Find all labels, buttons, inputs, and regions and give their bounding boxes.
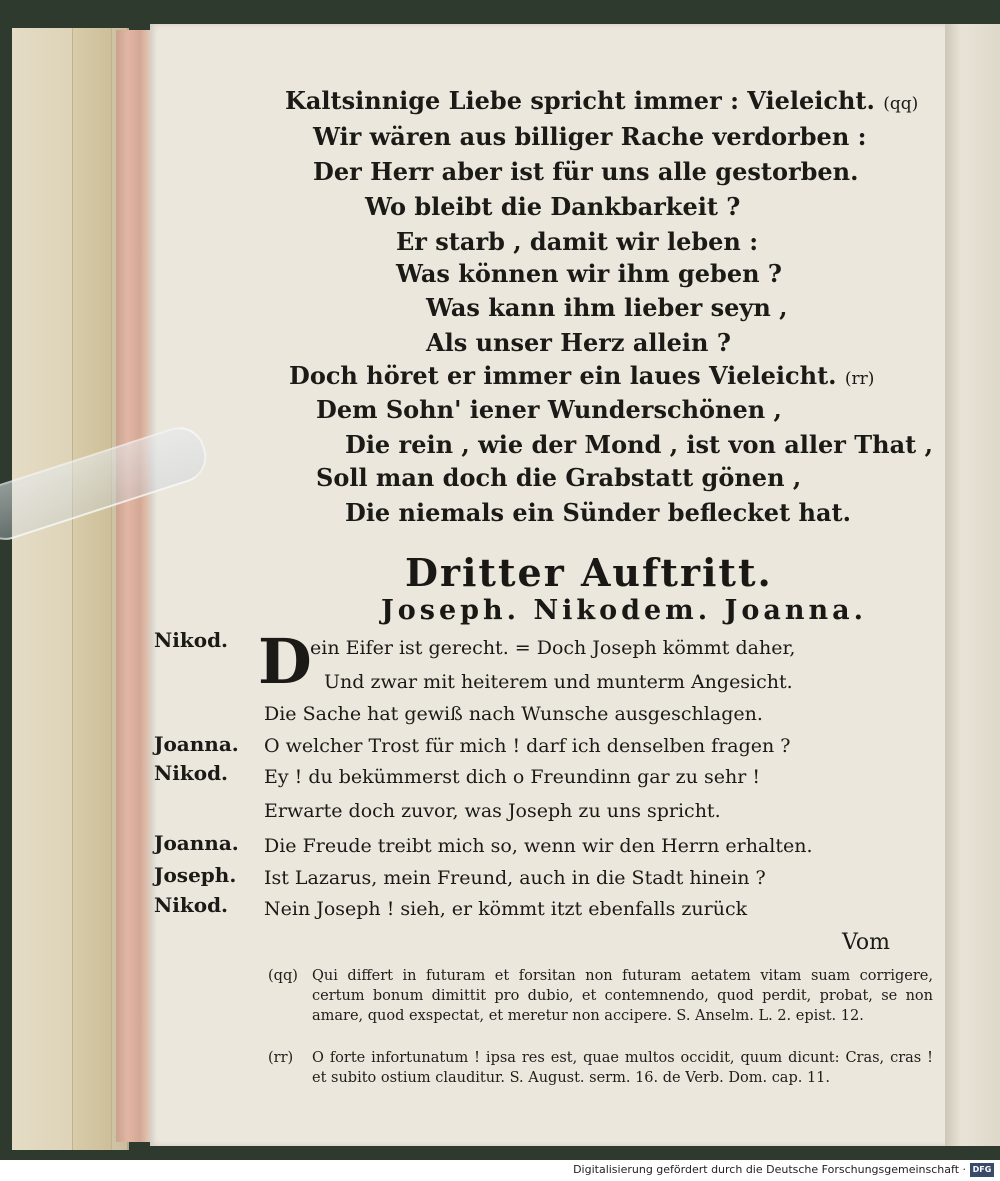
verse-line: Was kann ihm lieber seyn , bbox=[426, 293, 788, 322]
dialogue-line: Nein Joseph ! sieh, er kömmt itzt ebenfalls zurück bbox=[264, 898, 748, 920]
catchword: Vom bbox=[842, 930, 890, 955]
speaker-label: Joanna. bbox=[154, 831, 239, 855]
verse-line: Er starb , damit wir leben : bbox=[396, 227, 759, 256]
footnote bbox=[268, 966, 933, 1026]
verse-line: Doch höret er immer ein laues Vieleicht. (rr) bbox=[289, 361, 875, 390]
dialogue-line: Die Sache hat gewiß nach Wunsche ausgeschlagen. bbox=[264, 703, 763, 725]
verse-line: Die niemals ein Sünder beflecket hat. bbox=[345, 498, 851, 527]
speaker-label: Nikod. bbox=[154, 761, 229, 785]
dfg-logo: DFG bbox=[970, 1163, 994, 1177]
footer-credit: Digitalisierung gefördert durch die Deutsche Forschungsgemeinschaft · bbox=[573, 1163, 966, 1176]
verse-line: Wo bleibt die Dankbarkeit ? bbox=[365, 192, 741, 221]
speaker-label: Joseph. bbox=[154, 863, 237, 887]
book-spine-strip bbox=[72, 28, 112, 1150]
speaker-label: Joanna. bbox=[154, 732, 239, 756]
verse-line: Dem Sohn' iener Wunderschönen , bbox=[316, 395, 782, 424]
verse-line: Die rein , wie der Mond , ist von aller That , bbox=[345, 430, 933, 459]
verse-line: Der Herr aber ist für uns alle gestorben. bbox=[313, 157, 859, 186]
footnote-mark: (rr) bbox=[268, 1050, 294, 1066]
dialogue-line: O welcher Trost für mich ! darf ich denselben fragen ? bbox=[264, 735, 791, 757]
footer-bar bbox=[0, 1160, 1000, 1181]
dialogue-line: ein Eifer ist gerecht. = Doch Joseph kömmt daher, bbox=[310, 637, 796, 659]
footnote bbox=[268, 1048, 933, 1088]
next-page-edge bbox=[945, 24, 1000, 1146]
drop-cap: D bbox=[258, 625, 312, 698]
verse-line: Wir wären aus billiger Rache verdorben : bbox=[313, 122, 867, 151]
verse-line: Als unser Herz allein ? bbox=[426, 328, 731, 357]
dialogue-line: Die Freude treibt mich so, wenn wir den Herrn erhalten. bbox=[264, 835, 813, 857]
verse-line: Was können wir ihm geben ? bbox=[396, 259, 782, 288]
scene-title: Dritter Auftritt. bbox=[405, 550, 773, 595]
speaker-label: Nikod. bbox=[154, 628, 229, 652]
speaker-label: Nikod. bbox=[154, 893, 229, 917]
scene-characters: Joseph. Nikodem. Joanna. bbox=[381, 595, 867, 626]
dialogue-line: Ist Lazarus, mein Freund, auch in die Stadt hinein ? bbox=[264, 867, 766, 889]
dialogue-line: Ey ! du bekümmerst dich o Freundinn gar zu sehr ! bbox=[264, 766, 760, 788]
footnote-mark: (qq) bbox=[268, 968, 298, 984]
verse-line: Soll man doch die Grabstatt gönen , bbox=[316, 463, 802, 492]
footnote-text: Qui differt in futuram et forsitan non futuram aetatem vitam suam corrigere, certum bonum dimittit pro dubio, et contemnendo, quod perdit, probat, se non amare, quod exspectat, et meretur non accipere. S. Anselm. L. 2. epist. 12. bbox=[312, 968, 933, 1024]
verse-line: Kaltsinnige Liebe spricht immer : Vieleicht. (qq) bbox=[285, 86, 919, 115]
footnote-text: O forte infortunatum ! ipsa res est, quae multos occidit, quum dicunt: Cras, cras ! et subito ostium clauditur. S. August. serm. 16. de Verb. Dom. cap. 11. bbox=[312, 1050, 933, 1086]
dialogue-line: Und zwar mit heiterem und munterm Angesicht. bbox=[324, 671, 793, 693]
dialogue-line: Erwarte doch zuvor, was Joseph zu uns spricht. bbox=[264, 800, 721, 822]
